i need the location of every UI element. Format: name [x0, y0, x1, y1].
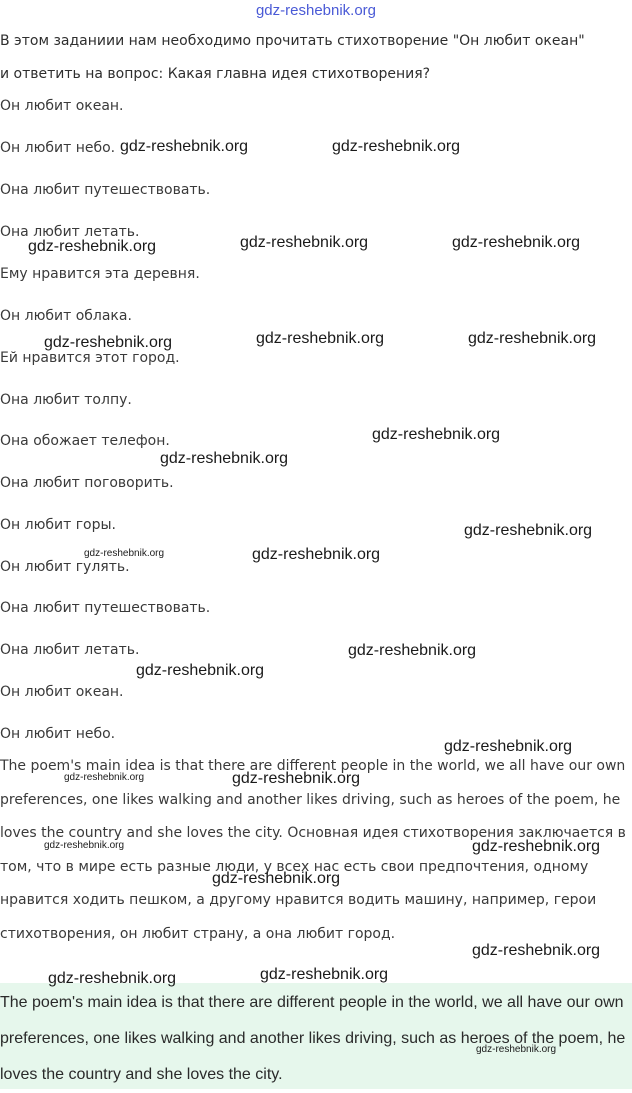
site-header-link[interactable]: gdz-reshebnik.org	[255, 2, 377, 19]
poem-line: Она обожает телефон.	[0, 433, 170, 449]
poem-line: Она любит толпу.	[0, 392, 132, 408]
watermark-text: gdz-reshebnik.org	[212, 870, 341, 887]
watermark-text: gdz-reshebnik.org	[468, 330, 597, 347]
watermark-text: gdz-reshebnik.org	[28, 238, 157, 255]
watermark-text: gdz-reshebnik.org	[160, 450, 289, 467]
watermark-text: gdz-reshebnik.org	[44, 334, 173, 351]
intro-line-1: В этом заданиии нам необходимо прочитать стихотворение "Он любит океан"	[0, 33, 585, 49]
poem-line: Он любит облака.	[0, 308, 132, 324]
poem-line: Он любит океан.	[0, 98, 124, 114]
watermark-text: gdz-reshebnik.org	[348, 642, 477, 659]
poem-line: Ему нравится эта деревня.	[0, 266, 200, 282]
watermark-text: gdz-reshebnik.org	[44, 840, 125, 851]
poem-line: Она любит путешествовать.	[0, 182, 211, 198]
poem-line: Она любит летать.	[0, 224, 140, 240]
watermark-text: gdz-reshebnik.org	[452, 234, 581, 251]
watermark-text: gdz-reshebnik.org	[476, 1044, 557, 1055]
poem-line: Он любит гулять.	[0, 559, 130, 575]
poem-line: Он любит небо.	[0, 726, 116, 742]
watermark-text: gdz-reshebnik.org	[472, 942, 601, 959]
poem-line: Она любит путешествовать.	[0, 600, 211, 616]
poem-line: Он любит небо.	[0, 140, 116, 156]
watermark-text: gdz-reshebnik.org	[64, 772, 145, 783]
watermark-text: gdz-reshebnik.org	[256, 330, 385, 347]
watermark-text: gdz-reshebnik.org	[136, 662, 265, 679]
answer-text: The poem's main idea is that there are different people in the world, we all have our own preferences, one likes walking and another likes driving, such as heroes of the poem, he loves the country and she loves the city.	[0, 994, 626, 1083]
watermark-text: gdz-reshebnik.org	[260, 966, 389, 983]
watermark-text: gdz-reshebnik.org	[240, 234, 369, 251]
watermark-text: gdz-reshebnik.org	[444, 738, 573, 755]
poem-line: Она любит летать.	[0, 642, 140, 658]
watermark-text: gdz-reshebnik.org	[464, 522, 593, 539]
watermark-text: gdz-reshebnik.org	[252, 546, 381, 563]
poem-line: Он любит океан.	[0, 684, 124, 700]
poem-line: Она любит поговорить.	[0, 475, 174, 491]
poem-line: Ей нравится этот город.	[0, 350, 180, 366]
intro-line-2: и ответить на вопрос: Какая главна идея стихотворения?	[0, 66, 431, 82]
watermark-text: gdz-reshebnik.org	[120, 138, 249, 155]
watermark-text: gdz-reshebnik.org	[372, 426, 501, 443]
watermark-text: gdz-reshebnik.org	[84, 548, 165, 559]
poem-line: Он любит горы.	[0, 517, 117, 533]
explanation-paragraph: The poem's main idea is that there are different people in the world, we all have our own preferences, one likes walking and another likes driving, such as heroes of the poem, he loves the country and she loves the city. Основная идея стихотворения заключается в том, что в мире есть разные люди, у всех нас есть свои предпочтения, одному нравится ходить пешком, а другому нравится водить машину, например, герои стихотворения, он любит страну, а она любит город.	[0, 758, 626, 942]
watermark-text: gdz-reshebnik.org	[332, 138, 461, 155]
watermark-text: gdz-reshebnik.org	[48, 970, 177, 987]
watermark-text: gdz-reshebnik.org	[472, 838, 601, 855]
watermark-text: gdz-reshebnik.org	[232, 770, 361, 787]
